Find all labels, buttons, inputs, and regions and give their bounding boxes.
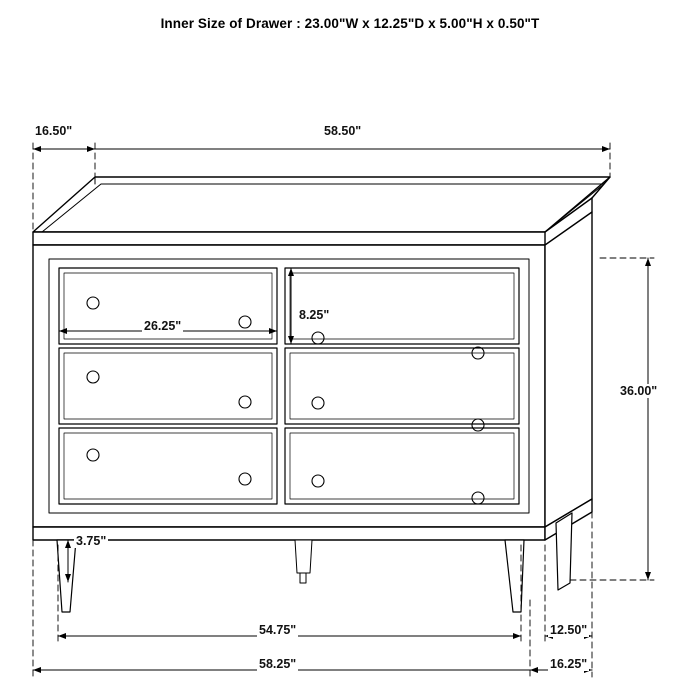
dimension-label-drawer-width-left: 26.25" [144, 319, 182, 333]
dimension-label-overall-height: 36.00" [620, 384, 658, 398]
dimension-label-base-width-outer: 58.25" [259, 657, 297, 671]
dimension-label-top-width: 58.50" [324, 124, 362, 138]
dimension-label-drawer-height-small: 8.25" [299, 308, 330, 322]
dimension-label-base-depth-inner: 12.50" [550, 623, 588, 637]
dimension-label-base-depth-outer: 16.25" [550, 657, 588, 671]
dimension-label-top-depth: 16.50" [35, 124, 73, 138]
dimension-label-leg-height: 3.75" [76, 534, 107, 548]
dimension-label-base-width-inner: 54.75" [259, 623, 297, 637]
page-title: Inner Size of Drawer : 23.00"W x 12.25"D x 5.00"H x 0.50"T [160, 16, 540, 31]
